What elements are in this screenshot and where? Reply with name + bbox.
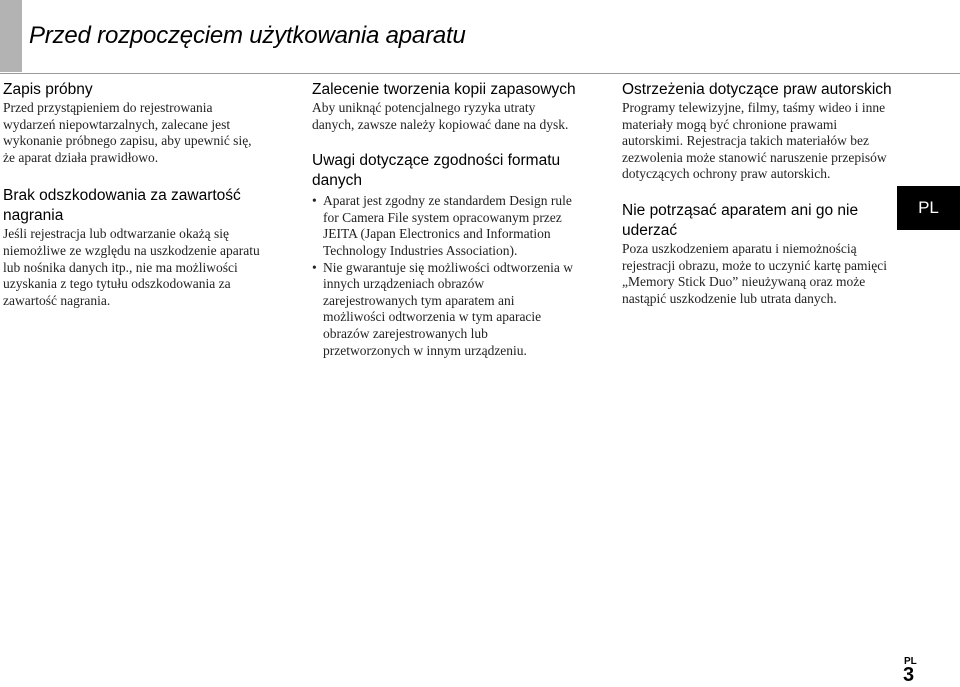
list-item: • Nie gwarantuje się możliwości odtworzenia w innych urządzeniach obrazów zarejestrowanych tym aparatem ani możliwości odtworzenia w tym aparacie obrazów zarejestrowanych lub przetworzonych w innym urządzeniu. (312, 260, 577, 360)
column-3 (622, 80, 892, 307)
section-body-test-recording: Przed przystąpieniem do rejestrowania wydarzeń niepowtarzalnych, zalecane jest wykonanie próbnego zapisu, aby upewnić się, że aparat działa prawidłowo. (3, 100, 252, 165)
page-title: Przed rozpoczęciem użytkowania aparatu (29, 22, 466, 49)
column-1 (3, 80, 265, 309)
language-tab: PL (897, 186, 960, 230)
section-heading-format-compatibility: Uwagi dotyczące zgodności formatu danych (312, 152, 561, 190)
section-body-do-not-shake: Poza uszkodzeniem aparatu i niemożnością rejestracji obrazu, może to uczynić kartę pamięci „Memory Stick Duo” nieużywaną oraz może nastąpić uszkodzenie lub utrata danych. (622, 240, 887, 306)
section-heading-backup: Zalecenie tworzenia kopii zapasowych (312, 81, 576, 98)
section-heading-no-compensation: Brak odszkodowania za zawartość nagrania (3, 187, 241, 225)
compatibility-list (312, 193, 577, 359)
section-heading-copyright: Ostrzeżenia dotyczące praw autorskich (622, 81, 892, 98)
section-body-copyright: Programy telewizyjne, filmy, taśmy wideo i inne materiały mogą być chronione prawami autorskimi. Rejestracja takich materiałów bez zezwolenia może stanowić naruszenie przepisów dotyczących ochrony praw autorskich. (622, 100, 887, 182)
header-rule (0, 73, 960, 74)
section-heading-do-not-shake: Nie potrząsać aparatem ani go nie uderzać (622, 201, 859, 239)
section-heading-test-recording: Zapis próbny (3, 81, 93, 98)
list-item: • Aparat jest zgodny ze standardem Design rule for Camera File system opracowanym przez JEITA (Japan Electronics and Information Technology Industries Association). (312, 193, 577, 259)
page-number: 3 (903, 664, 915, 686)
footer-language-label: PL (904, 656, 917, 667)
column-2 (312, 80, 577, 359)
section-body-backup: Aby uniknąć potencjalnego ryzyka utraty danych, zawsze należy kopiować dane na dysk. (312, 100, 569, 132)
section-body-no-compensation: Jeśli rejestracja lub odtwarzanie okażą się niemożliwe ze względu na uszkodzenie aparatu lub nośnika danych itp., nie ma możliwości uzyskania z tego tytułu odszkodowania za zawartość nagrania. (3, 226, 260, 308)
header-bar (0, 0, 22, 72)
